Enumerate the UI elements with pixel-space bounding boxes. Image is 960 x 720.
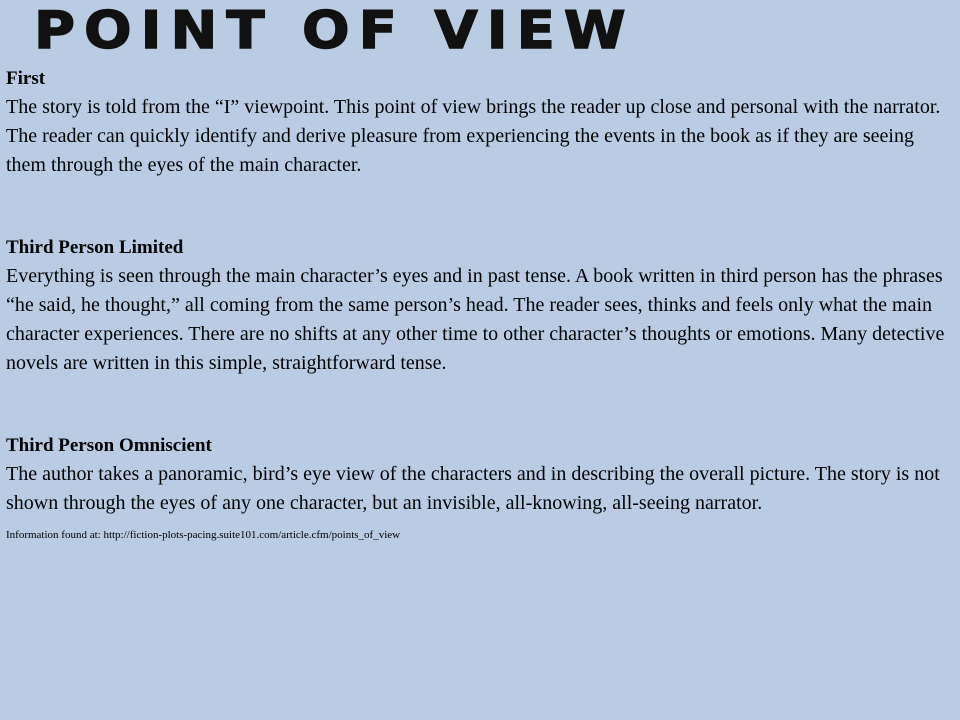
section-body: The author takes a panoramic, bird’s eye view of the characters and in describing the overall picture. The story is not shown through the eyes of any one character, but an invisible, all-knowing, all-seeing narrator.	[6, 463, 940, 514]
slide-content	[6, 64, 951, 542]
section-heading: Third Person Omniscient	[6, 435, 212, 456]
section-third-person-omniscient	[6, 431, 951, 542]
section-first-person	[6, 64, 951, 180]
section-heading: First	[6, 68, 46, 89]
section-body: Everything is seen through the main character’s eyes and in past tense. A book written in third person has the phrases “he said, he thought,” all coming from the same person’s head. The reader sees, thinks and feels only what the main character experiences. There are no shifts at any other time to other character’s thoughts or emotions. Many detective novels are written in this simple, straightforward tense.	[6, 265, 945, 374]
section-heading: Third Person Limited	[6, 237, 184, 258]
source-note: Information found at: http://fiction-plots-pacing.suite101.com/article.cfm/points_of_view	[6, 529, 401, 541]
section-third-person-limited	[6, 233, 951, 378]
slide-title: POINT OF VIEW	[34, 0, 635, 61]
section-body: The story is told from the “I” viewpoint. This point of view brings the reader up close and personal with the narrator. The reader can quickly identify and derive pleasure from experiencing the events in the book as if they are seeing them through the eyes of the main character.	[6, 96, 941, 176]
